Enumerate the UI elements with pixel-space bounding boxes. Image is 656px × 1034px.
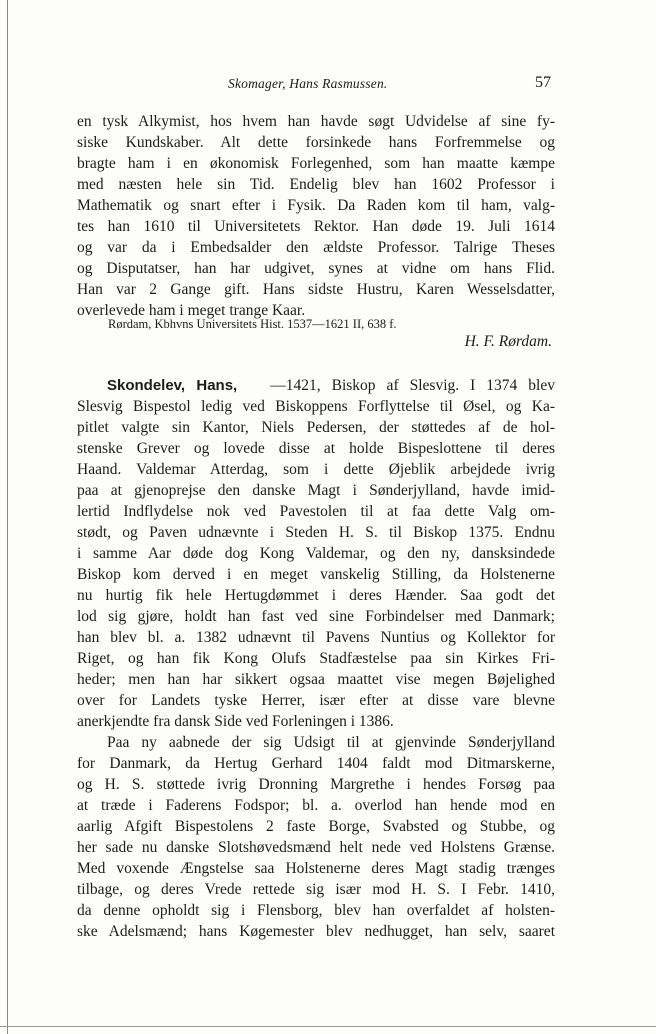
text-line: i samme Aar døde dog Kong Valdemar, og den ny, dansksindede bbox=[77, 545, 555, 562]
text-line: Biskop kom derved i en meget vanskelig Stilling, da Holstenerne bbox=[77, 566, 555, 583]
page-number: 57 bbox=[535, 74, 551, 91]
text-line: siske Kundskaber. Alt dette forsinkede hans Forfremmelse og bbox=[77, 134, 555, 151]
text-line: overlevede ham i meget trange Kaar. bbox=[77, 302, 306, 319]
text-line: Haand. Valdemar Atterdag, som i dette Øjeblik arbejdede ivrig bbox=[77, 461, 555, 478]
text-line: Med voxende Ængstelse saa Holstenerne deres Magt stadig trænges bbox=[77, 860, 555, 877]
text-line: pitlet valgte sin Kantor, Niels Pedersen, der støttedes af de hol- bbox=[77, 419, 555, 436]
text-line: og H. S. støttede ivrig Dronning Margrethe i hendes Forsøg paa bbox=[77, 776, 555, 793]
text-line: stødt, og Paven udnævnte i Steden H. S. til Biskop 1375. Endnu bbox=[77, 524, 555, 541]
text-line: heder; men han har sikkert ogsaa maattet vise megen Bøjelighed bbox=[77, 671, 555, 688]
text-line: at træde i Faderens Fodspor; bl. a. overlod han hende mod en bbox=[77, 797, 555, 814]
entry-skomager-text bbox=[77, 111, 555, 321]
text-line: og Disputatser, han har udgivet, synes at vidne om hans Flid. bbox=[77, 260, 555, 277]
text-line: Paa ny aabnede der sig Udsigt til at gjenvinde Sønderjylland bbox=[107, 734, 555, 751]
text-line: med næsten hele sin Tid. Endelig blev han 1602 Professor i bbox=[77, 176, 555, 193]
text-line: Han var 2 Gange gift. Hans sidste Hustru, Karen Wesselsdatter, bbox=[77, 281, 555, 298]
entry-skondelev-text bbox=[77, 375, 555, 942]
text-line: stenske Grever og lovede disse at holde Bispeslottene til deres bbox=[77, 440, 555, 457]
running-title: Skomager, Hans Rasmussen. bbox=[228, 76, 388, 91]
running-head bbox=[0, 76, 656, 98]
text-line: for Danmark, da Hertug Gerhard 1404 faldt mod Ditmarskerne, bbox=[77, 755, 555, 772]
text-line: en tysk Alkymist, hos hvem han havde søgt Udvidelse af sine fy- bbox=[77, 113, 555, 130]
text-line: nu hurtig fik hele Hertugdømmet i deres Hænder. Saa godt det bbox=[77, 587, 555, 604]
entry-heading-line bbox=[77, 375, 555, 396]
text-line: og var da i Embedsalder den ældste Professor. Talrige Theses bbox=[77, 239, 555, 256]
headword: Skondelev, Hans, bbox=[107, 377, 238, 394]
text-line: paa at gjenoprejse den danske Magt i Sønderjylland, havde imid- bbox=[77, 482, 555, 499]
text-line: tes han 1610 til Universitetets Rektor. Han døde 19. Juli 1614 bbox=[77, 218, 555, 235]
text-line: bragte ham i en økonomisk Forlegenhed, som han maatte kæmpe bbox=[77, 155, 555, 172]
text-line: over for Landets tyske Herrer, især efter at disse vare blevne bbox=[77, 692, 555, 709]
text-line: Riget, og han fik Kong Olufs Stadfæstelse paa sin Kirkes Fri- bbox=[77, 650, 555, 667]
page-binding-edge bbox=[7, 0, 8, 1034]
bibliographic-reference: Rørdam, Kbhvns Universitets Hist. 1537—1621 II, 638 f. bbox=[108, 317, 397, 331]
text-line: da denne opholdt sig i Flensborg, blev han overfaldet af holsten- bbox=[77, 902, 555, 919]
text-line: Mathematik og snart efter i Fysik. Da Raden kom til ham, valg- bbox=[77, 197, 555, 214]
text-line: anerkjendte fra dansk Side ved Forleningen i 1386. bbox=[77, 713, 394, 730]
text-line: lertid Indflydelse nok ved Pavestolen til at faa dette Valg om- bbox=[77, 503, 555, 520]
text-line: han blev bl. a. 1382 udnævnt til Pavens Nuntius og Kollektor for bbox=[77, 629, 555, 646]
text-line: ske Adelsmænd; hans Køgemester blev nedhugget, han selv, saaret bbox=[77, 923, 555, 940]
text-line: tilbage, og deres Vrede rettede sig især mod H. S. I Febr. 1410, bbox=[77, 881, 555, 898]
author-signature: H. F. Rørdam. bbox=[464, 333, 552, 350]
text-line: her sade nu danske Slotshøvedsmænd helt nede ved Holstens Grænse. bbox=[77, 839, 555, 856]
text-line: aarlig Afgift Bispestolens 2 faste Borge, Svabsted og Stubbe, og bbox=[77, 818, 555, 835]
text-line: Slesvig Bispestol ledig ved Biskoppens Forflyttelse til Øsel, og Ka- bbox=[77, 398, 555, 415]
text-line: lod sig gjøre, holdt han fast ved sine Forbindelser med Danmark; bbox=[77, 608, 555, 625]
page-bottom-edge bbox=[0, 1026, 656, 1027]
heading-line-rest: —1421, Biskop af Slesvig. I 1374 blev bbox=[270, 377, 555, 394]
